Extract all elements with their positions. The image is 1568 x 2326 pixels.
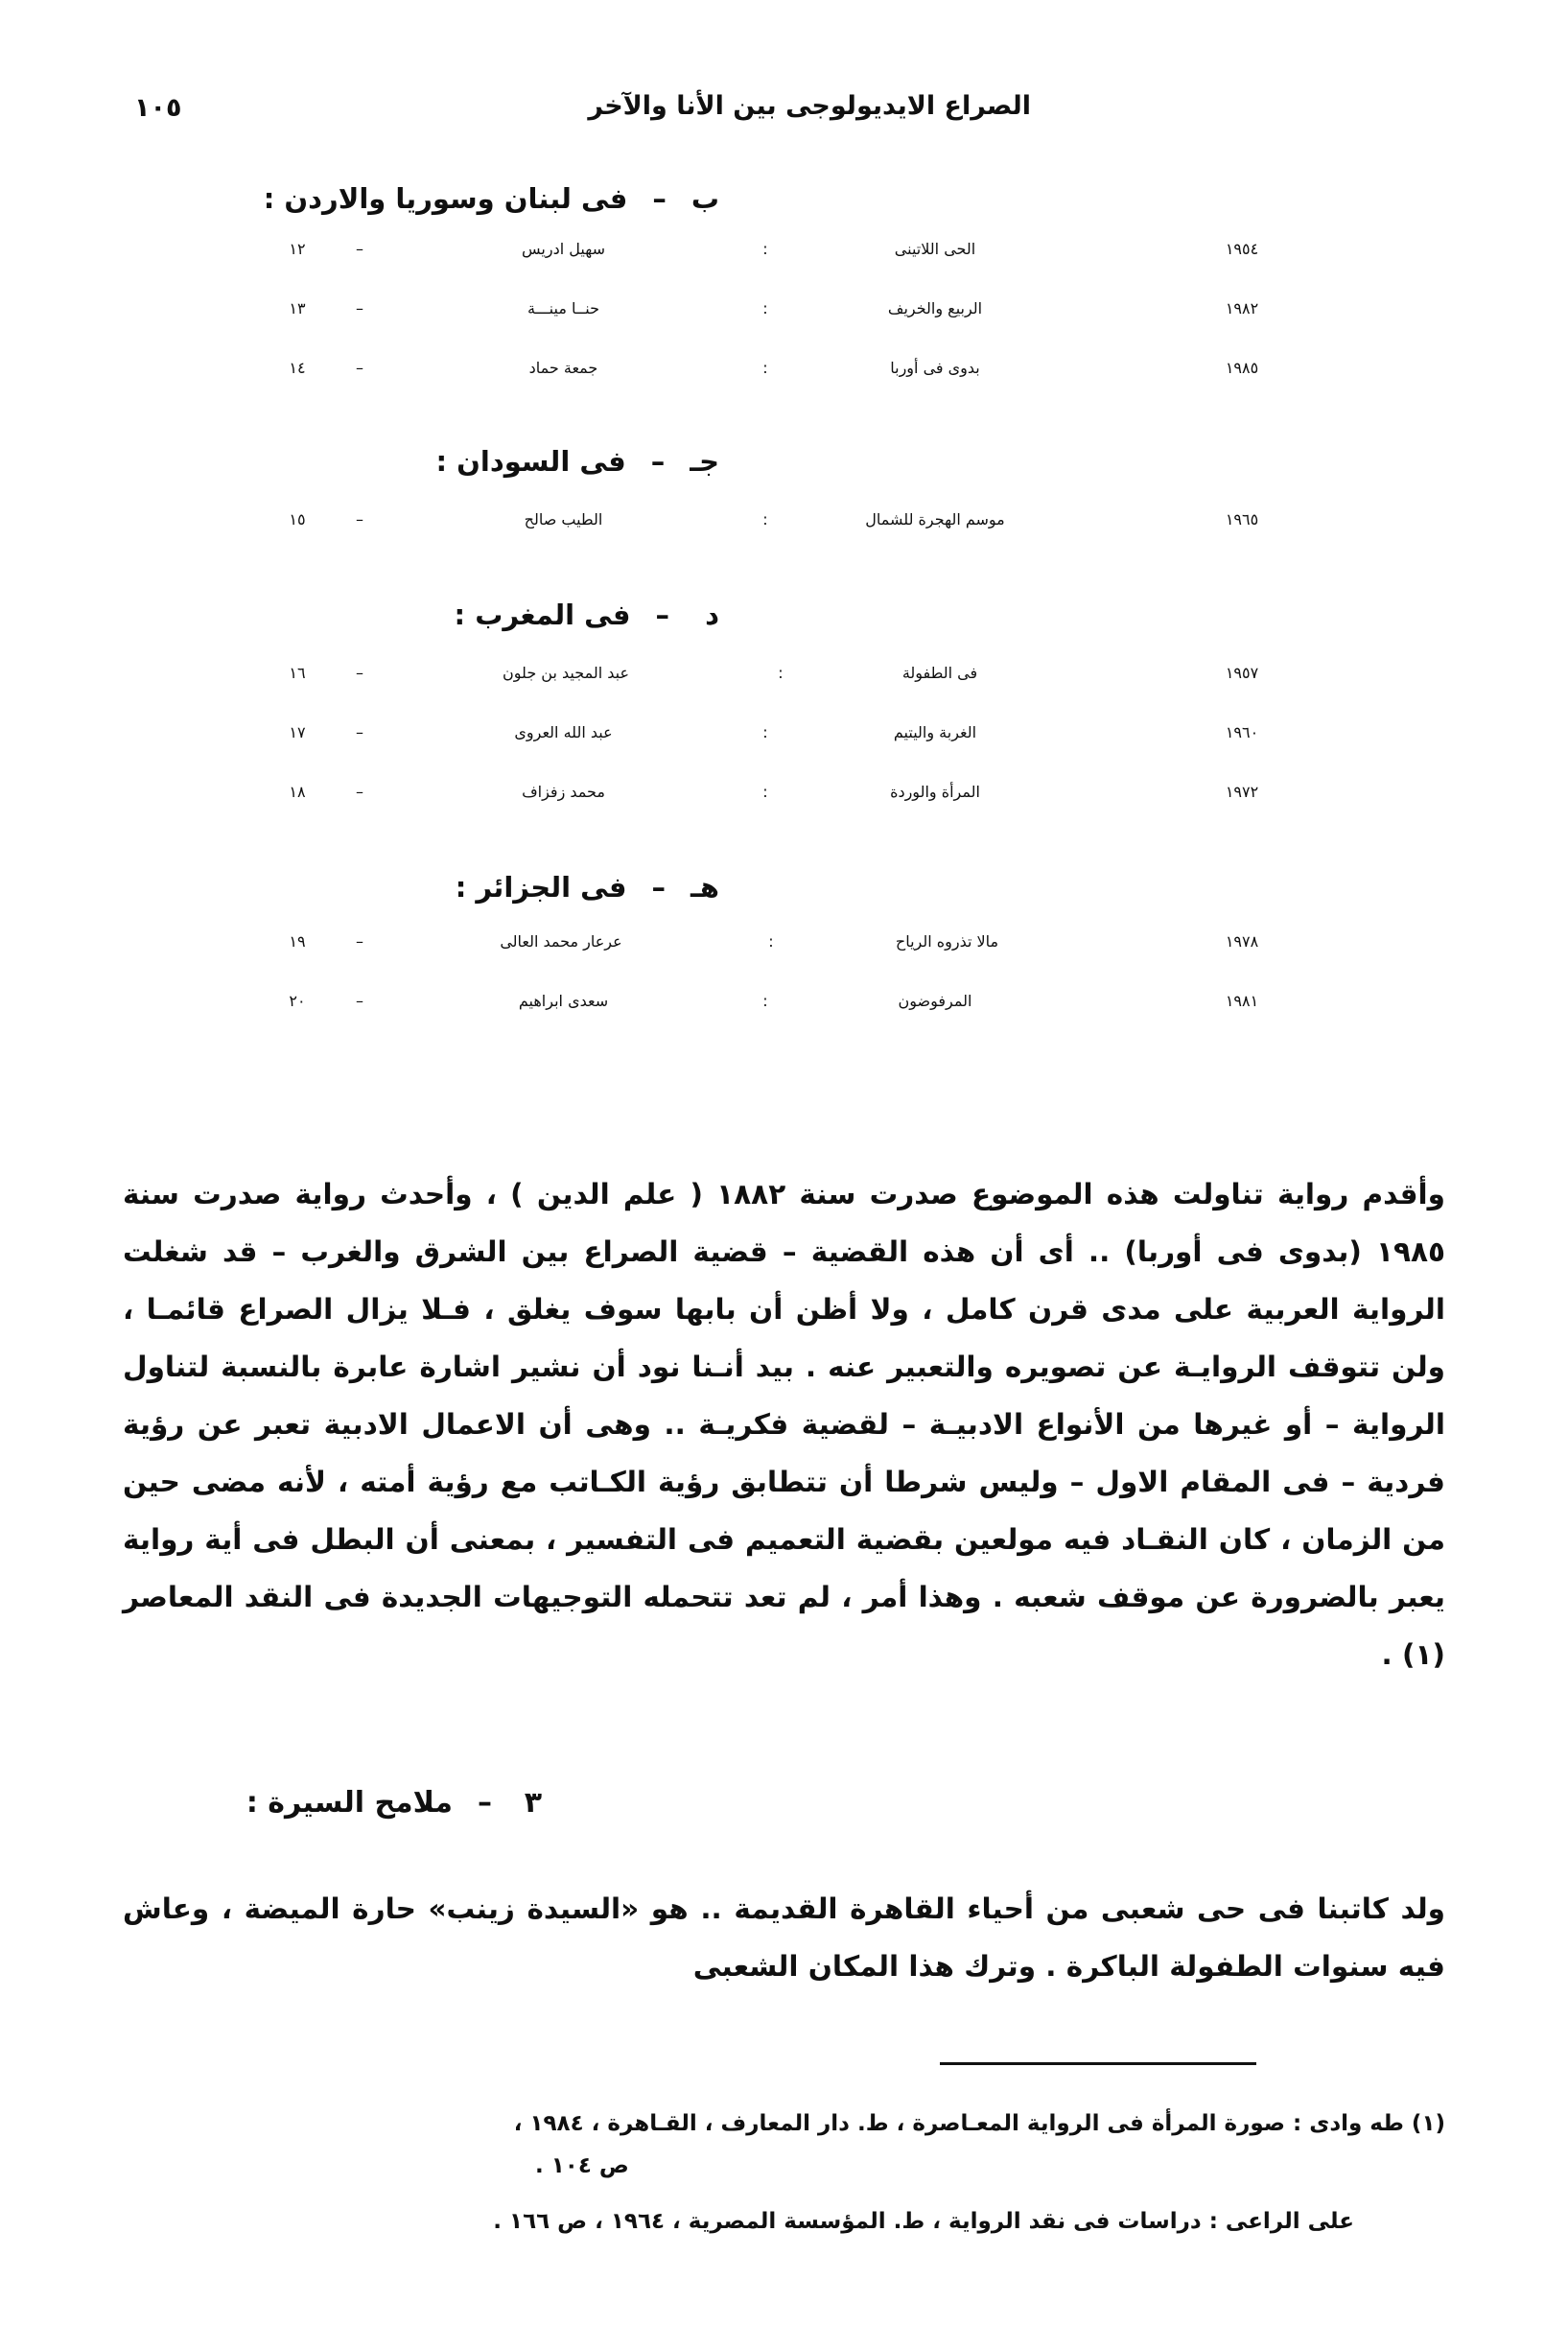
- entry-dash: –: [356, 723, 363, 741]
- entry-work-title: الربيع والخريف: [887, 299, 983, 317]
- body-paragraph-1: [123, 1165, 1445, 1683]
- entry-number: ١٧: [289, 723, 306, 741]
- entry-author: حنــا مينـــة: [527, 299, 599, 317]
- running-head-title: الصراع الايديولوجى بين الأنا والآخر: [588, 91, 1031, 121]
- entry-author: عرعار محمد العالى: [500, 932, 622, 951]
- entry-colon: :: [762, 359, 768, 377]
- entry-work-title: المرفوضون: [898, 992, 972, 1010]
- section-title: ملامح السيرة :: [246, 1786, 453, 1820]
- entry-colon: :: [762, 783, 768, 801]
- bibliography-row: [0, 783, 1568, 842]
- entry-year: ١٩٧٢: [1225, 783, 1259, 801]
- entry-year: ١٩٨٥: [1225, 359, 1259, 377]
- entry-year: ١٩٧٨: [1225, 932, 1259, 951]
- section-letter: ب: [690, 182, 719, 215]
- footnote-1-text: (١) طه وادى : صورة المرأة فى الرواية المعـاصرة ، ط. دار المعارف ، القـاهرة ، ١٩٨٤ ،: [513, 2111, 1445, 2136]
- entry-year: ١٩٥٧: [1225, 664, 1259, 682]
- entry-colon: :: [762, 992, 768, 1010]
- section-heading-sudan: [0, 445, 1568, 478]
- entry-work-title: فى الطفولة: [901, 664, 978, 682]
- section-letter: هـ: [690, 871, 719, 904]
- footnote-separator-rule: [940, 2062, 1256, 2065]
- section-letter: جـ: [690, 445, 719, 478]
- section-dash: –: [478, 1786, 492, 1820]
- entry-work-title: الغربة واليتيم: [893, 723, 977, 741]
- bibliography-row: [0, 299, 1568, 359]
- entry-dash: –: [356, 992, 363, 1010]
- entry-colon: :: [762, 299, 768, 317]
- bibliography-row: [0, 240, 1568, 299]
- entry-number: ١٥: [289, 510, 306, 529]
- paragraph-text: وأقدم رواية تناولت هذه الموضوع صدرت سنة ١٨٨٢ ( علم الدين ) ، وأحدث رواية صدرت سنة ١٩٨٥ (بدوى فى أوربا) .. أى أن هذه القضية – قضية الصراع بين الشرق والغرب – قد شغلت الرواية العربية على مدى قرن كامل ، ولا أظن أن بابها سوف يغلق ، فـلا يزال الصراع قائمـا ، ولن تتوقف الروايـة عن تصويره والتعبير عنه . بيد أنـنا نود أن نشير اشارة عابرة بالنسبة لتناول الرواية – أو غيرها من الأنواع الادبيـة – لقضية فكريـة .. وهى أن الاعمال الادبية تعبر عن رؤية فردية – فى المقام الاول – وليس شرطا أن تتطابق رؤية الكـاتب مع رؤية أمته ، لأنه مضى حين من الزمان ، كان النقـاد فيه مولعين بقضية التعميم فى التفسير ، بمعنى أن البطل فى أية رواية يعبر بالضرورة عن موقف شعبه . وهذا أمر ، لم تعد تتحمله التوجيهات الجديدة فى النقد المعاصر (١) .: [123, 1178, 1445, 1671]
- section-dash: –: [650, 445, 666, 478]
- entry-colon: :: [778, 664, 784, 682]
- section-title: فى لبنان وسوريا والاردن :: [263, 182, 628, 215]
- entry-author: الطيب صالح: [524, 510, 603, 529]
- section-dash: –: [655, 599, 669, 631]
- entry-work-title: الحى اللاتينى: [894, 240, 976, 258]
- entry-dash: –: [356, 783, 363, 801]
- paragraph-text: ولد كاتبنا فى حى شعبى من أحياء القاهرة القديمة .. هو «السيدة زينب» حارة الميضة ، وعاش فيه سنوات الطفولة الباكرة . وترك هذا المكان الشعبى: [123, 1892, 1445, 1983]
- entry-author: جمعة حماد: [528, 359, 598, 377]
- entry-number: ١٨: [289, 783, 306, 801]
- entry-year: ١٩٥٤: [1225, 240, 1259, 258]
- section-letter: د: [705, 599, 719, 631]
- section-title: فى الجزائر :: [455, 871, 627, 904]
- bibliography-row: [0, 510, 1568, 570]
- entry-dash: –: [356, 359, 363, 377]
- running-head: [0, 91, 1568, 137]
- entry-work-title: مالا تذروه الرياح: [895, 932, 999, 951]
- section-heading-morocco: [0, 599, 1568, 631]
- bibliography-row: [0, 932, 1568, 992]
- entry-author: سعدى ابراهيم: [518, 992, 609, 1010]
- entry-number: ١٩: [289, 932, 306, 951]
- entry-dash: –: [356, 664, 363, 682]
- bibliography-row: [0, 992, 1568, 1051]
- section-heading-biography: [0, 1786, 1568, 1820]
- bibliography-row: [0, 664, 1568, 723]
- footnotes: [123, 2103, 1445, 2256]
- entry-colon: :: [762, 240, 768, 258]
- section-dash: –: [651, 871, 666, 904]
- entry-number: ١٢: [289, 240, 306, 258]
- section-number: ٣: [524, 1786, 542, 1820]
- section-title: فى المغرب :: [454, 599, 631, 631]
- entry-year: ١٩٦٠: [1225, 723, 1259, 741]
- entry-colon: :: [768, 932, 774, 951]
- entry-author: سهيل ادريس: [522, 240, 605, 258]
- entry-number: ١٣: [289, 299, 306, 317]
- entry-number: ١٤: [289, 359, 306, 377]
- entry-work-title: بدوى فى أوربا: [890, 359, 980, 377]
- footnote-item: [123, 2200, 1445, 2243]
- entry-author: عبد المجيد بن جلون: [503, 664, 629, 682]
- entry-year: ١٩٦٥: [1225, 510, 1259, 529]
- entry-work-title: المرأة والوردة: [890, 783, 980, 801]
- entry-dash: –: [356, 299, 363, 317]
- bibliography-row: [0, 359, 1568, 418]
- entry-number: ٢٠: [289, 992, 306, 1010]
- entry-dash: –: [356, 240, 363, 258]
- section-title: فى السودان :: [435, 445, 626, 478]
- page-number: ١٠٥: [134, 93, 182, 123]
- entry-dash: –: [356, 510, 363, 529]
- entry-year: ١٩٨١: [1225, 992, 1259, 1010]
- section-heading-algeria: [0, 871, 1568, 904]
- entry-author: محمد زفزاف: [522, 783, 605, 801]
- section-heading-lebanon-syria-jordan: [0, 182, 1568, 215]
- entry-author: عبد الله العروى: [514, 723, 613, 741]
- entry-year: ١٩٨٢: [1225, 299, 1259, 317]
- footnote-item: [123, 2103, 1445, 2187]
- footnote-1-continuation: ص ١٠٤ .: [535, 2153, 629, 2178]
- bibliography-list: [0, 182, 1568, 1051]
- entry-colon: :: [762, 723, 768, 741]
- section-dash: –: [652, 182, 667, 215]
- entry-work-title: موسم الهجرة للشمال: [865, 510, 1005, 529]
- footnote-2-text: على الراعى : دراسات فى نقد الرواية ، ط. المؤسسة المصرية ، ١٩٦٤ ، ص ١٦٦ .: [493, 2209, 1354, 2234]
- entry-colon: :: [762, 510, 768, 529]
- entry-dash: –: [356, 932, 363, 951]
- entry-number: ١٦: [289, 664, 306, 682]
- bibliography-row: [0, 723, 1568, 783]
- body-paragraph-2: [123, 1880, 1445, 1995]
